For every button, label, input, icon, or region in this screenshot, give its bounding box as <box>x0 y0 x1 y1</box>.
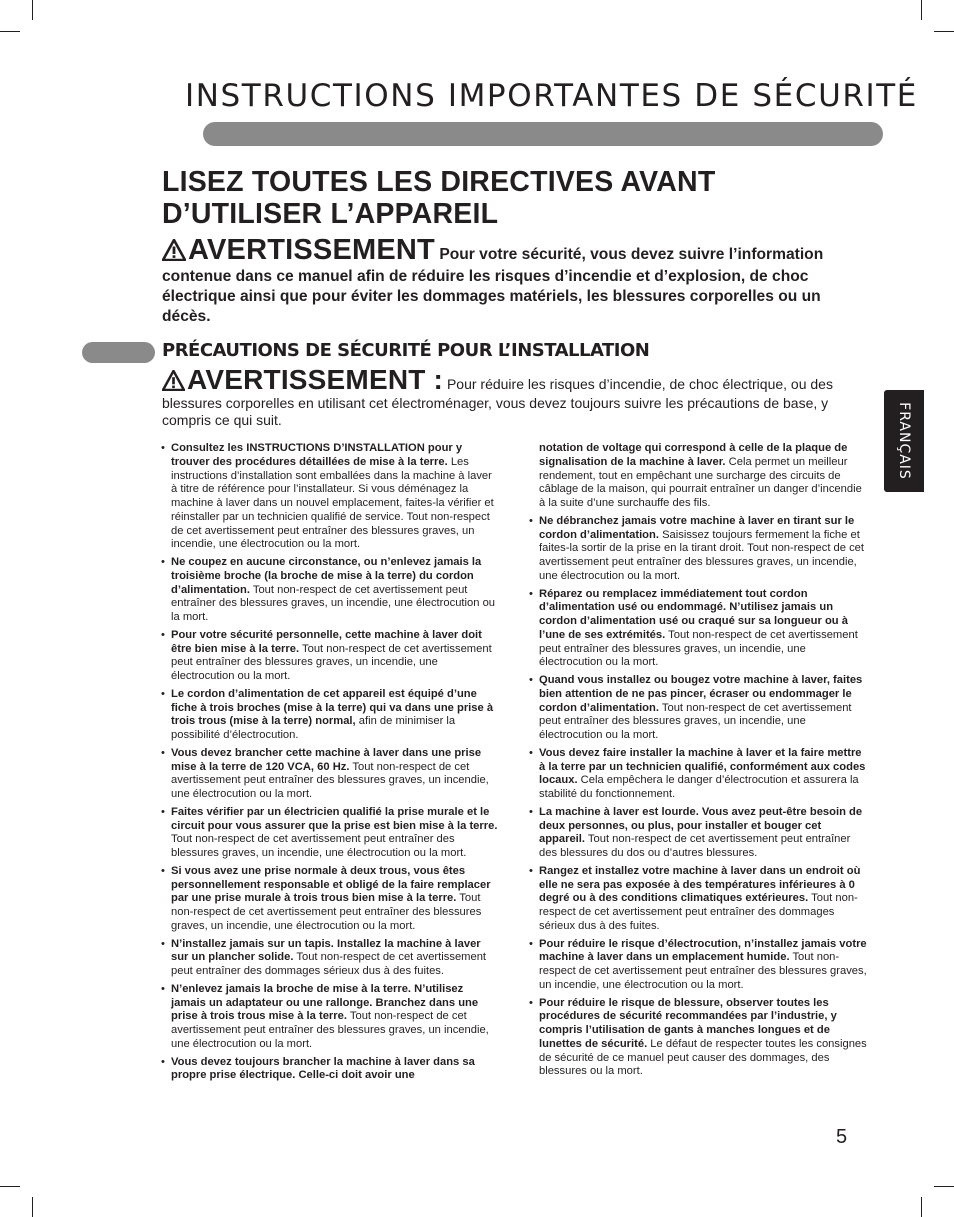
crop-mark <box>32 1197 33 1217</box>
list-item: • Si vous avez une prise normale à deux trous, vous êtes personnellement responsable et obligé de la faire remplacer par une prise murale à trois trous bien mise à la terre. Tout non-respect de cet avertissement peut entraîner des blessures graves, un incendie, une électrocution ou la mort. <box>161 865 501 934</box>
crop-mark <box>921 0 922 20</box>
list-item: • Vous devez faire installer la machine à laver et la faire mettre à la terre par un technicien qualifié, conformément aux codes locaux. Cela empêchera le danger d’électrocution et assurera la stabilité du fonctionnement. <box>529 747 869 802</box>
list-item: • Le cordon d’alimentation de cet appareil est équipé d’une fiche à trois broches (mise à la terre) qui va dans une prise à trois trous (mise à la terre) normal, afin de minimiser la possibilité d’électrocution. <box>161 688 501 743</box>
list-item: • N’enlevez jamais la broche de mise à la terre. N’utilisez jamais un adaptateur ou une rallonge. Branchez dans une prise à trois trous mise à la terre. Tout non-respect de cet avertissement peut entraîner des blessures graves, un incendie, une électrocution ou la mort. <box>161 983 501 1052</box>
list-item: • Vous devez toujours brancher la machine à laver dans sa propre prise électrique. Celle-ci doit avoir une <box>161 1056 501 1084</box>
page-title: INSTRUCTIONS IMPORTANTES DE SÉCURITÉ <box>185 78 918 114</box>
install-warning-block <box>162 364 867 429</box>
list-item: • Vous devez brancher cette machine à laver dans une prise mise à la terre de 120 VCA, 60 Hz. Tout non-respect de cet avertissement peut entraîner des blessures graves, un incendie, une électrocution ou la mort. <box>161 747 501 802</box>
crop-mark <box>921 1197 922 1217</box>
warning-triangle-icon <box>162 239 186 267</box>
list-item: • Rangez et installez votre machine à laver dans un endroit où elle ne sera pas exposée à des températures inférieures à 0 degré ou à des conditions climatiques extérieures. Tout non-respect de cet avertissement peut entraîner des dommages sérieux dus à des fuites. <box>529 865 869 934</box>
section-marker <box>82 342 155 363</box>
list-item: • Ne coupez en aucune circonstance, ou n’enlevez jamais la troisième broche (la broche de mise à la terre) du cordon d’alimentation. Tout non-respect de cet avertissement peut entraîner des blessures graves, un incendie, une électrocution ou la mort. <box>161 556 501 625</box>
crop-mark <box>0 1186 20 1187</box>
list-item: • Pour votre sécurité personnelle, cette machine à laver doit être bien mise à la terre. Tout non-respect de cet avertissement peut entraîner des blessures graves, un incendie, une électrocution ou la mort. <box>161 629 501 684</box>
list-item: • Réparez ou remplacez immédiatement tout cordon d’alimentation usé ou endommagé. N’utilisez jamais un cordon d’alimentation usé ou craqué sur sa longueur ou à l’une de ses extrémités. Tout non-respect de cet avertissement peut entraîner des blessures graves, un incendie, une électrocution ou la mort. <box>529 588 869 671</box>
list-item: • Ne débranchez jamais votre machine à laver en tirant sur le cordon d’alimentation. Saisissez toujours fermement la fiche et faites-la sortir de la prise en la tirant droit. Tout non-respect de cet avertissement peut entraîner des blessures graves, un incendie, une électrocution ou la mort. <box>529 515 869 584</box>
crop-mark <box>0 31 20 32</box>
crop-mark <box>934 31 954 32</box>
warning-block <box>162 234 842 327</box>
warning-label: AVERTISSEMENT <box>188 234 435 266</box>
list-item: • Pour réduire le risque d’électrocution, n’installez jamais votre machine à laver dans un emplacement humide. Tout non-respect de cet avertissement peut entraîner des blessures graves, un incendie, une électrocution ou la mort. <box>529 938 869 993</box>
crop-mark <box>32 0 33 20</box>
language-tab <box>884 390 924 492</box>
crop-mark <box>934 1186 954 1187</box>
list-item: • Quand vous installez ou bougez votre machine à laver, faites bien attention de ne pas pincer, écraser ou endommager le cordon d’alimentation. Tout non-respect de cet avertissement peut entraîner des blessures graves, un incendie, une électrocution ou la mort. <box>529 674 869 743</box>
warning-text: Pour réduire les risques d’incendie, de choc électrique, ou des blessures corporelles en utilisant cet électroménager, vous devez toujours suivre les précautions de base, y compris ce qui suit. <box>162 376 833 428</box>
warning-triangle-icon <box>162 370 185 395</box>
list-item: • Faites vérifier par un électricien qualifié la prise murale et le circuit pour vous assurer que la prise est bien mise à la terre. Tout non-respect de cet avertissement peut entraîner des blessures graves, un incendie, une électrocution ou la mort. <box>161 806 501 861</box>
page-number: 5 <box>836 1126 848 1148</box>
title-bar <box>203 122 883 146</box>
language-label: FRANÇAIS <box>896 402 912 480</box>
list-item: • N’installez jamais sur un tapis. Installez la machine à laver sur un plancher solide. Tout non-respect de cet avertissement peut entraîner des dommages sérieux dus à des fuites. <box>161 938 501 979</box>
warning-text: Pour votre sécurité, vous devez suivre l’information contenue dans ce manuel afin de réduire les risques d’incendie et d’explosion, de choc électrique ainsi que pour éviter les dommages matériels, les blessures corporelles ou un décès. <box>162 246 824 325</box>
section-heading: PRÉCAUTIONS DE SÉCURITÉ POUR L’INSTALLATION <box>162 340 650 361</box>
list-item: • Consultez les INSTRUCTIONS D’INSTALLATION pour y trouver des procédures détaillées de mise à la terre. Les instructions d’installation sont emballées dans la machine à laver à titre de référence pour l’installateur. Si vous déménagez la machine à laver dans un nouvel emplacement, faites-la vérifier et réinstaller par un technicien qualifié de service. Tout non-respect de cet avertissement peut entraîner des blessures graves, un incendie, une électrocution ou la mort. <box>161 442 501 552</box>
list-item: • La machine à laver est lourde. Vous avez peut-être besoin de deux personnes, ou plus, pour installer et bouger cet appareil. Tout non-respect de cet avertissement peut entraîner des blessures du dos ou d’autres blessures. <box>529 806 869 861</box>
list-item-continuation: notation de voltage qui correspond à celle de la plaque de signalisation de la machine à laver. Cela permet un meilleur rendement, tout en empêchant une surcharge des circuits de câblage de la maison, qui pourrait entraîner un danger d’incendie à la suite d’une surchauffe des fils. <box>539 442 862 509</box>
list-item: • Pour réduire le risque de blessure, observer toutes les procédures de sécurité recommandées par l’industrie, y compris l’utilisation de gants à manches longues et de lunettes de sécurité. Le défaut de respecter toutes les consignes de sécurité de ce manuel peut causer des dommages, des blessures ou la mort. <box>529 997 869 1080</box>
left-column <box>161 442 501 1087</box>
warning-label: AVERTISSEMENT : <box>187 364 444 395</box>
main-heading: LISEZ TOUTES LES DIRECTIVES AVANT D’UTILISER L’APPAREIL <box>162 166 716 230</box>
right-column <box>529 442 869 1083</box>
